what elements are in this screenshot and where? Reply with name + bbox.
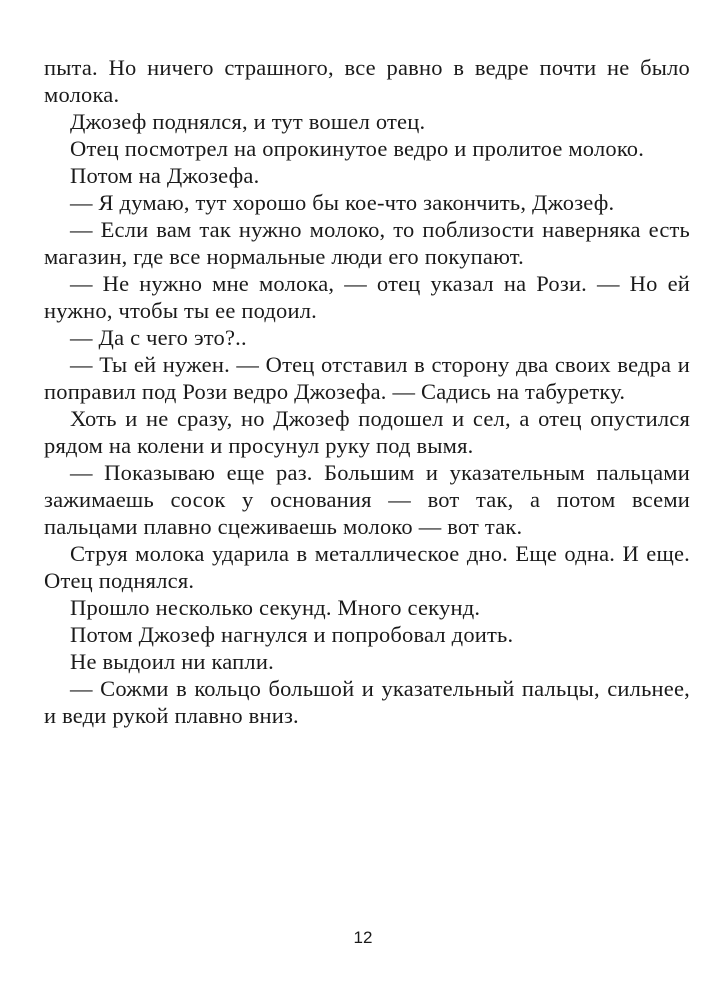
- paragraph: — Сожми в кольцо большой и указательный пальцы, сильнее, и веди рукой плавно вниз.: [44, 676, 690, 728]
- paragraph: пыта. Но ничего страшного, все равно в ведре почти не было молока.: [44, 55, 690, 107]
- paragraph: Хоть и не сразу, но Джозеф подошел и сел, а отец опустился рядом на колени и просунул руку под вымя.: [44, 406, 690, 458]
- paragraph: — Ты ей нужен. — Отец отставил в сторону два своих ведра и поправил под Рози ведро Джозефа. — Садись на табуретку.: [44, 352, 690, 404]
- paragraph: Прошло несколько секунд. Много секунд.: [70, 595, 481, 620]
- page-number: 12: [353, 928, 373, 947]
- paragraph: Струя молока ударила в металлическое дно. Еще одна. И еще. Отец поднялся.: [44, 541, 690, 593]
- paragraph: Отец посмотрел на опрокинутое ведро и пролитое молоко.: [70, 136, 645, 161]
- body-text: [44, 54, 690, 729]
- paragraph: — Не нужно мне молока, — отец указал на Рози. — Но ей нужно, чтобы ты ее подоил.: [44, 271, 690, 323]
- paragraph: Джозеф поднялся, и тут вошел отец.: [70, 109, 426, 134]
- paragraph: — Я думаю, тут хорошо бы кое-что закончить, Джозеф.: [70, 190, 615, 215]
- paragraph: — Если вам так нужно молоко, то поблизости наверняка есть магазин, где все нормальные люди его покупают.: [44, 217, 690, 269]
- paragraph: — Показываю еще раз. Большим и указательным пальцами зажимаешь сосок у основания — вот так, а потом всеми пальцами плавно сцеживаешь молоко — вот так.: [44, 460, 690, 539]
- paragraph: Не выдоил ни капли.: [70, 649, 274, 674]
- paragraph: Потом Джозеф нагнулся и попробовал доить.: [70, 622, 514, 647]
- paragraph: Потом на Джозефа.: [70, 163, 260, 188]
- paragraph: — Да с чего это?..: [70, 325, 247, 350]
